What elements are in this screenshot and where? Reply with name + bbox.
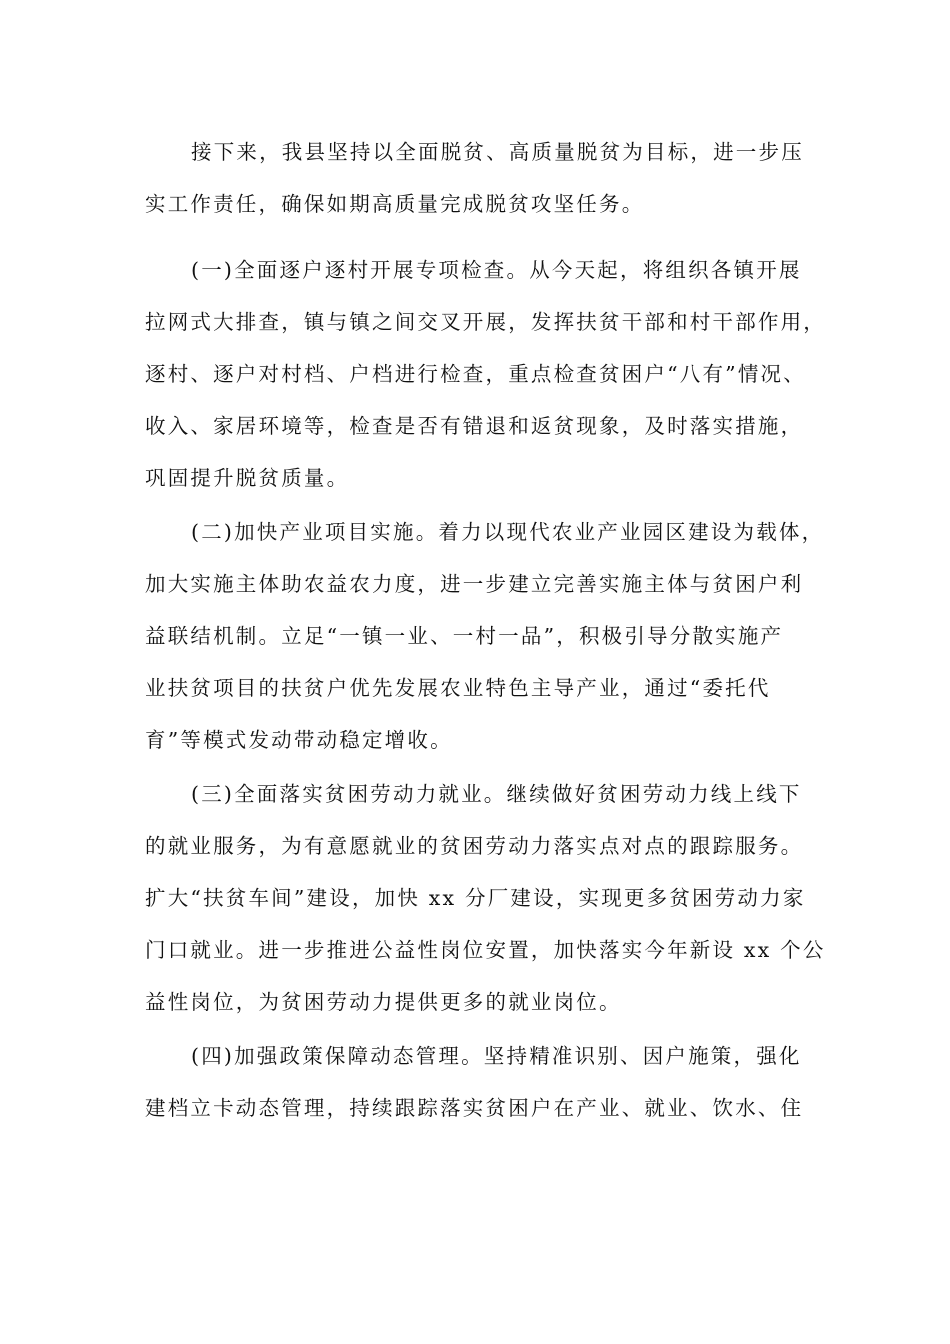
paragraph-item-4: [145, 1030, 815, 1134]
paragraph-line: (二)加快产业项目实施。着力以现代农业产业园区建设为载体，: [191, 520, 825, 544]
paragraph-line: 接下来，我县坚持以全面脱贫、高质量脱贫为目标，进一步压: [191, 140, 804, 164]
paragraph-line: 逐村、逐户对村档、户档进行检查，重点检查贫困户“八有”情况、: [145, 362, 806, 386]
paragraph-line: 业扶贫项目的扶贫户优先发展农业特色主导产业，通过“委托代: [145, 676, 771, 700]
paragraph-line: 实工作责任，确保如期高质量完成脱贫攻坚任务。: [145, 192, 645, 216]
paragraph-intro: [145, 126, 815, 230]
paragraph-line: 拉网式大排查，镇与镇之间交叉开展，发挥扶贫干部和村干部作用，: [145, 310, 826, 334]
paragraph-line: 收入、家居环境等，检查是否有错退和返贫现象，及时落实措施，: [145, 414, 804, 438]
paragraph-line: 益联结机制。立足“一镇一业、一村一品”，积极引导分散实施产: [145, 624, 784, 648]
paragraph-line: 门口就业。进一步推进公益性岗位安置，加快落实今年新设 xx 个公: [145, 938, 826, 962]
paragraph-item-3: [145, 768, 826, 1028]
paragraph-line: 的就业服务，为有意愿就业的贫困劳动力落实点对点的跟踪服务。: [145, 834, 804, 858]
paragraph-item-2: [145, 506, 825, 766]
paragraph-item-1: [145, 244, 826, 504]
paragraph-line: (四)加强政策保障动态管理。坚持精准识别、因户施策，强化: [191, 1044, 802, 1068]
paragraph-line: (一)全面逐户逐村开展专项检查。从今天起，将组织各镇开展: [191, 258, 802, 282]
paragraph-line: 育”等模式发动带动稳定增收。: [145, 728, 453, 752]
paragraph-line: 巩固提升脱贫质量。: [145, 466, 350, 490]
paragraph-line: 益性岗位，为贫困劳动力提供更多的就业岗位。: [145, 990, 622, 1014]
paragraph-line: (三)全面落实贫困劳动力就业。继续做好贫困劳动力线上线下: [191, 782, 802, 806]
paragraph-line: 加大实施主体助农益农力度，进一步建立完善实施主体与贫困户利: [145, 572, 804, 596]
paragraph-line: 建档立卡动态管理，持续跟踪落实贫困户在产业、就业、饮水、住: [145, 1096, 804, 1120]
paragraph-line: 扩大“扶贫车间”建设，加快 xx 分厂建设，实现更多贫困劳动力家: [145, 886, 806, 910]
